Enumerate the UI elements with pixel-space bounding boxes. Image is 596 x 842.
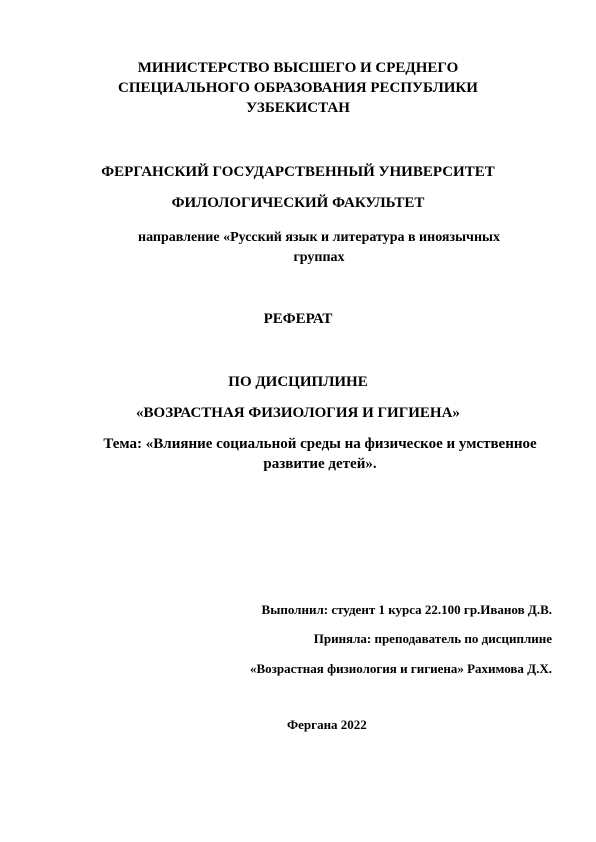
topic-line-1: Тема: «Влияние социальной среды на физическое и умственное bbox=[103, 436, 537, 452]
accepted-by: Приняла: преподаватель по дисциплине bbox=[313, 631, 552, 646]
document-type: РЕФЕРАТ bbox=[263, 311, 333, 327]
ministry-heading bbox=[0, 58, 596, 118]
teacher-name: «Возрастная физиология и гигиена» Рахимова Д.Х. bbox=[250, 661, 552, 676]
direction-line-2: группах bbox=[293, 250, 345, 265]
ministry-line-2: СПЕЦИАЛЬНОГО ОБРАЗОВАНИЯ РЕСПУБЛИКИ bbox=[118, 80, 478, 96]
discipline-name: «ВОЗРАСТНАЯ ФИЗИОЛОГИЯ И ГИГИЕНА» bbox=[136, 405, 460, 421]
university-name: ФЕРГАНСКИЙ ГОСУДАРСТВЕННЫЙ УНИВЕРСИТЕТ bbox=[101, 164, 495, 180]
direction-line-1: направление «Русский язык и литература в иноязычных bbox=[138, 230, 500, 245]
ministry-line-3: УЗБЕКИСТАН bbox=[246, 100, 350, 116]
performed-by: Выполнил: студент 1 курса 22.100 гр.Иванов Д.В. bbox=[261, 602, 552, 617]
ministry-line-1: МИНИСТЕРСТВО ВЫСШЕГО И СРЕДНЕГО bbox=[137, 60, 459, 76]
direction-text bbox=[0, 228, 596, 268]
faculty-name: ФИЛОЛОГИЧЕСКИЙ ФАКУЛЬТЕТ bbox=[171, 195, 425, 211]
discipline-label: ПО ДИСЦИПЛИНЕ bbox=[228, 374, 368, 390]
city-year: Фергана 2022 bbox=[287, 717, 367, 732]
topic-line-2: развитие детей». bbox=[263, 456, 377, 472]
topic-text bbox=[0, 434, 596, 474]
